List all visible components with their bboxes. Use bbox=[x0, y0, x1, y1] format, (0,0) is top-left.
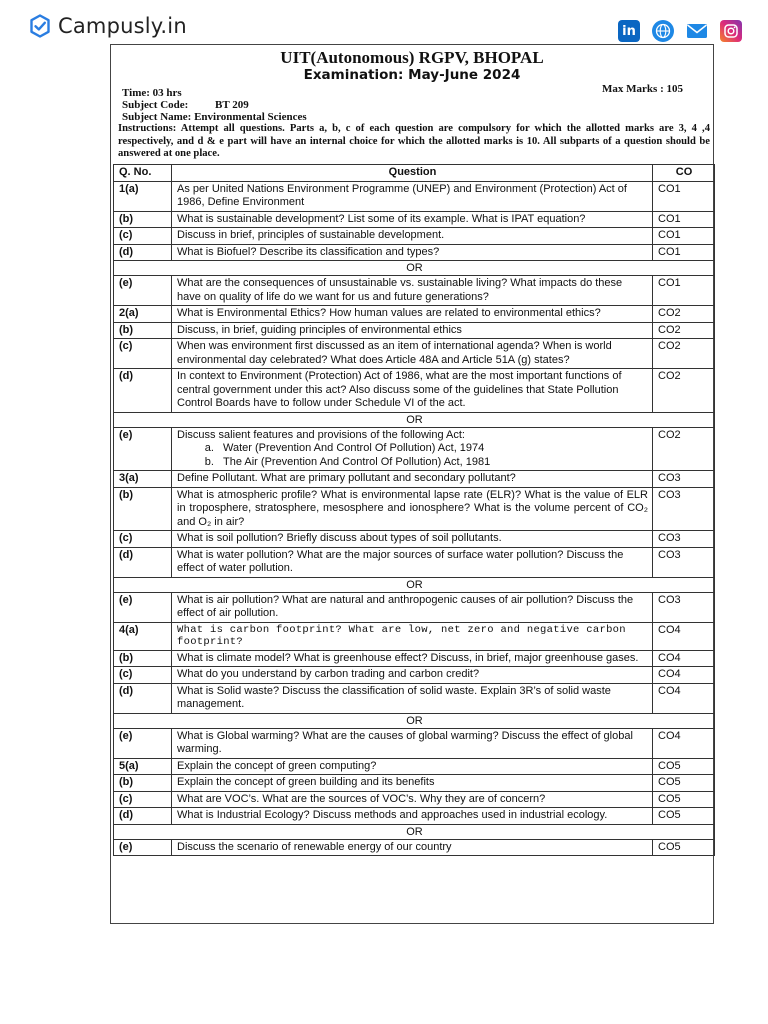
exam-time: Time: 03 hrs bbox=[122, 87, 182, 99]
instructions: Instructions: Attempt all questions. Parts a, b, c of each question are compulsory for which the allotted marks are 3, 4 ,4 respectively, and d & e part will have an internal choice for which the allotted marks is 10. All subparts of a question should be answered at one place. bbox=[118, 123, 710, 160]
or-divider bbox=[114, 261, 715, 276]
brand-name: Campusly.in bbox=[58, 14, 187, 38]
q-co: CO2 bbox=[653, 369, 715, 413]
q-number: (c) bbox=[114, 228, 172, 245]
q-text: What is Solid waste? Discuss the classification of solid waste. Explain 3R’s of solid waste management. bbox=[172, 683, 653, 713]
q-number: (b) bbox=[114, 211, 172, 228]
table-row bbox=[114, 339, 715, 369]
table-row bbox=[114, 228, 715, 245]
q-text: What is carbon footprint? What are low, net zero and negative carbon footprint? bbox=[172, 622, 653, 650]
q-number: (e) bbox=[114, 427, 172, 471]
table-row bbox=[114, 427, 715, 471]
q-number: (b) bbox=[114, 487, 172, 531]
q-text: When was environment first discussed as an item of international agenda? When is world environmental day celebrated? What does Article 48A and Article 51A (g) states? bbox=[172, 339, 653, 369]
or-label: OR bbox=[114, 577, 715, 592]
table-row bbox=[114, 758, 715, 775]
table-row bbox=[114, 211, 715, 228]
brand-logo-link[interactable] bbox=[28, 14, 187, 38]
q-text: Define Pollutant. What are primary pollutant and secondary pollutant? bbox=[172, 471, 653, 488]
q-co: CO2 bbox=[653, 427, 715, 471]
table-row bbox=[114, 791, 715, 808]
q-text: As per United Nations Environment Programme (UNEP) and Environment (Protection) Act of 1986, Define Environment bbox=[172, 181, 653, 211]
table-header-row bbox=[114, 165, 715, 182]
q-text: What is air pollution? What are natural and anthropogenic causes of air pollution? Discuss the effect of air pollution. bbox=[172, 592, 653, 622]
q-text: Discuss in brief, principles of sustainable development. bbox=[172, 228, 653, 245]
q-text: What is sustainable development? List some of its example. What is IPAT equation? bbox=[172, 211, 653, 228]
q-co: CO1 bbox=[653, 244, 715, 261]
mail-icon[interactable] bbox=[686, 20, 708, 42]
table-row bbox=[114, 839, 715, 856]
or-label: OR bbox=[114, 412, 715, 427]
q-number: (d) bbox=[114, 808, 172, 825]
q-co: CO3 bbox=[653, 547, 715, 577]
q-co: CO5 bbox=[653, 808, 715, 825]
or-divider bbox=[114, 824, 715, 839]
q-number: (d) bbox=[114, 369, 172, 413]
linkedin-icon[interactable]: in bbox=[618, 20, 640, 42]
q-text-with-subparts bbox=[172, 427, 653, 471]
table-row bbox=[114, 592, 715, 622]
q-co: CO1 bbox=[653, 211, 715, 228]
table-row bbox=[114, 728, 715, 758]
q-number: (b) bbox=[114, 775, 172, 792]
q-number: (e) bbox=[114, 592, 172, 622]
subject-code-label: Subject Code: bbox=[122, 99, 189, 111]
or-label: OR bbox=[114, 261, 715, 276]
q-co: CO4 bbox=[653, 667, 715, 684]
q-text: What is water pollution? What are the major sources of surface water pollution? Discuss the effect of water pollution. bbox=[172, 547, 653, 577]
sub-item: b. The Air (Prevention And Control Of Pollution) Act, 1981 bbox=[217, 456, 648, 470]
max-marks: Max Marks : 105 bbox=[602, 83, 683, 95]
or-label: OR bbox=[114, 713, 715, 728]
table-row bbox=[114, 244, 715, 261]
exam-session: Examination: May-June 2024 bbox=[303, 67, 521, 83]
q-co: CO2 bbox=[653, 322, 715, 339]
campusly-logo-icon bbox=[28, 14, 52, 38]
q-text: What is Environmental Ethics? How human values are related to environmental ethics? bbox=[172, 306, 653, 323]
col-header-co: CO bbox=[653, 165, 715, 182]
q-number: (b) bbox=[114, 650, 172, 667]
table-row bbox=[114, 369, 715, 413]
subject-code: BT 209 bbox=[215, 99, 249, 111]
q-text: Discuss salient features and provisions of the following Act: bbox=[177, 428, 465, 441]
institute-title: UIT(Autonomous) RGPV, BHOPAL bbox=[280, 48, 544, 67]
q-co: CO3 bbox=[653, 531, 715, 548]
table-row bbox=[114, 276, 715, 306]
q-number: (e) bbox=[114, 728, 172, 758]
q-number: 5(a) bbox=[114, 758, 172, 775]
col-header-qno: Q. No. bbox=[114, 165, 172, 182]
table-row bbox=[114, 683, 715, 713]
q-text: Discuss the scenario of renewable energy of our country bbox=[172, 839, 653, 856]
q-co: CO5 bbox=[653, 791, 715, 808]
q-co: CO5 bbox=[653, 775, 715, 792]
q-number: (d) bbox=[114, 244, 172, 261]
exam-paper bbox=[110, 44, 714, 924]
q-co: CO4 bbox=[653, 728, 715, 758]
q-text: Explain the concept of green building and its benefits bbox=[172, 775, 653, 792]
table-row bbox=[114, 487, 715, 531]
sub-item: a. Water (Prevention And Control Of Pollution) Act, 1974 bbox=[217, 442, 648, 456]
q-text: What is atmospheric profile? What is environmental lapse rate (ELR)? What is the value of ELR in troposphere, stratosphere, mesosphere and ionosphere? What is the volume percent of CO₂ and O₂ in air? bbox=[172, 487, 653, 531]
table-row bbox=[114, 181, 715, 211]
instagram-icon[interactable] bbox=[720, 20, 742, 42]
q-text: What do you understand by carbon trading and carbon credit? bbox=[172, 667, 653, 684]
q-co: CO3 bbox=[653, 592, 715, 622]
q-number: 4(a) bbox=[114, 622, 172, 650]
q-number: (c) bbox=[114, 531, 172, 548]
q-number: (d) bbox=[114, 683, 172, 713]
q-co: CO2 bbox=[653, 339, 715, 369]
q-number: (e) bbox=[114, 839, 172, 856]
q-text: What is soil pollution? Briefly discuss about types of soil pollutants. bbox=[172, 531, 653, 548]
q-co: CO3 bbox=[653, 471, 715, 488]
q-text: What is Global warming? What are the causes of global warming? Discuss the effect of global warming. bbox=[172, 728, 653, 758]
q-co: CO1 bbox=[653, 181, 715, 211]
q-number: 3(a) bbox=[114, 471, 172, 488]
table-row bbox=[114, 775, 715, 792]
q-co: CO5 bbox=[653, 758, 715, 775]
table-row bbox=[114, 650, 715, 667]
table-row bbox=[114, 471, 715, 488]
table-row bbox=[114, 322, 715, 339]
col-header-question: Question bbox=[172, 165, 653, 182]
q-number: (e) bbox=[114, 276, 172, 306]
q-number: (c) bbox=[114, 339, 172, 369]
q-co: CO4 bbox=[653, 683, 715, 713]
q-number: 1(a) bbox=[114, 181, 172, 211]
q-number: (d) bbox=[114, 547, 172, 577]
q-text: What are the consequences of unsustainable vs. sustainable living? What impacts do these have on quality of life do we want for us and future generations? bbox=[172, 276, 653, 306]
question-table bbox=[113, 164, 715, 856]
or-divider bbox=[114, 577, 715, 592]
q-co: CO5 bbox=[653, 839, 715, 856]
or-divider bbox=[114, 713, 715, 728]
q-co: CO2 bbox=[653, 306, 715, 323]
q-number: 2(a) bbox=[114, 306, 172, 323]
q-text: What is Biofuel? Describe its classification and types? bbox=[172, 244, 653, 261]
q-text: What is Industrial Ecology? Discuss methods and approaches used in industrial ecology. bbox=[172, 808, 653, 825]
q-text: What is climate model? What is greenhouse effect? Discuss, in brief, major greenhouse gases. bbox=[172, 650, 653, 667]
globe-icon[interactable] bbox=[652, 20, 674, 42]
q-co: CO3 bbox=[653, 487, 715, 531]
q-co: CO1 bbox=[653, 228, 715, 245]
or-divider bbox=[114, 412, 715, 427]
q-text: Discuss, in brief, guiding principles of environmental ethics bbox=[172, 322, 653, 339]
q-co: CO1 bbox=[653, 276, 715, 306]
table-row bbox=[114, 547, 715, 577]
table-row bbox=[114, 531, 715, 548]
q-co: CO4 bbox=[653, 622, 715, 650]
social-links bbox=[618, 20, 742, 42]
table-row bbox=[114, 667, 715, 684]
subject-name: Subject Name: Environmental Sciences bbox=[122, 111, 307, 123]
sub-list bbox=[177, 442, 648, 469]
q-number: (b) bbox=[114, 322, 172, 339]
q-number: (c) bbox=[114, 667, 172, 684]
q-text: Explain the concept of green computing? bbox=[172, 758, 653, 775]
q-text: In context to Environment (Protection) Act of 1986, what are the most important functions of central government under this act? Also discuss some of the guidelines that State Pollution Control Boards have to follow under Schedule VI of the act. bbox=[172, 369, 653, 413]
q-number: (c) bbox=[114, 791, 172, 808]
q-text: What are VOC’s. What are the sources of VOC’s. Why they are of concern? bbox=[172, 791, 653, 808]
table-row bbox=[114, 808, 715, 825]
table-row bbox=[114, 622, 715, 650]
q-co: CO4 bbox=[653, 650, 715, 667]
or-label: OR bbox=[114, 824, 715, 839]
table-row bbox=[114, 306, 715, 323]
